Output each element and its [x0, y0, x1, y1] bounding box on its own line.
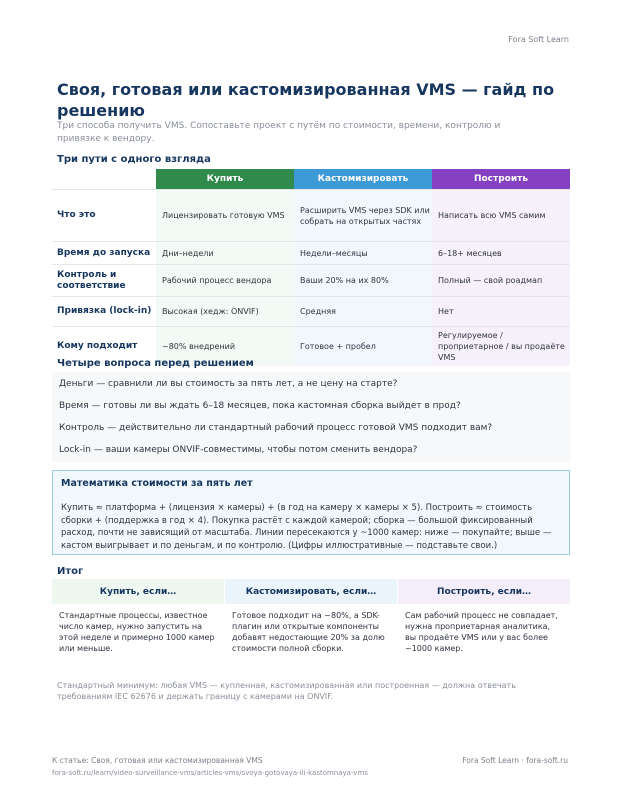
footnote: Стандартный минимум: любая VMS — купленная, кастомизированная или построенная — должна отвечать требованиям IEC 62676 и держать границу с камерами на ONVIF.	[57, 681, 516, 701]
brand-label: Fora Soft Learn	[508, 35, 569, 44]
row-label: Контроль и соответствие	[57, 269, 126, 291]
footer-brand: Fora Soft Learn · fora-soft.ru	[462, 756, 568, 765]
table-corner-cell	[52, 169, 156, 189]
cell-buy: Высокая (хедж: ONVIF)	[156, 297, 294, 326]
questions-heading: Четыре вопроса перед решением	[57, 358, 254, 369]
column-header-buy: Купить	[156, 169, 294, 189]
row-label: Кому подходит	[57, 341, 138, 351]
cell-build: Полный — свой роадмап	[432, 265, 570, 296]
page-title: Своя, готовая или кастомизированная VMS — гайд по решению	[57, 80, 555, 120]
summary-text: Готовое подходит на ~80%, а SDK-плагин или открытые компоненты добавят недостающие 20% за долю стоимости полной сборки.	[232, 611, 385, 653]
table-row	[52, 189, 570, 241]
cell-build: Написать всю VMS самим	[432, 190, 570, 241]
column-header-customize: Кастомизировать	[294, 169, 432, 189]
cell-build: 6–18+ месяцев	[432, 242, 570, 264]
list-item: Lock-in — ваши камеры ONVIF-совместимы, чтобы потом сменить вендора?	[59, 445, 418, 455]
questions-list	[52, 372, 570, 462]
row-label: Что это	[57, 210, 96, 220]
list-item: Контроль — действительно ли стандартный рабочий процесс готовой VMS подходит вам?	[59, 423, 493, 433]
cell-build: Нет	[432, 297, 570, 326]
list-item: Деньги — сравнили ли вы стоимость за пять лет, а не цену на старте?	[59, 379, 398, 389]
summary-column-build	[398, 579, 570, 673]
summary-title: Купить, если…	[52, 579, 224, 604]
page-subtitle: Три способа получить VMS. Сопоставьте проект с путём по стоимости, времени, контролю и привязке к вендору.	[57, 121, 501, 144]
cost-math-text: Купить ≈ платформа + (лицензия × камеры) + (в год на камеру × камеры × 5). Построить ≈ стоимость сборки + (поддержка в год × 4). Покупка растёт с каждой камерой; сборка — большой фиксированный расход, почти не зависящий от масштаба. Линии пересекаются у ~1000 камер: ниже — покупайте; выше — кастом выигрывает и по деньгам, и по контролю. (Цифры иллюстративные — подставьте свои.)	[61, 503, 552, 551]
summary-title: Построить, если…	[398, 579, 570, 604]
summary-text: Стандартные процессы, известное число камер, нужно запустить на этой неделе и примерно 1000 камер или меньше.	[59, 611, 215, 653]
paths-heading: Три пути с одного взгляда	[57, 154, 211, 165]
cell-customize: Недели–месяцы	[294, 242, 432, 264]
table-row	[52, 241, 570, 264]
list-item: Время — готовы ли вы ждать 6–18 месяцев, пока кастомная сборка выйдет в прод?	[59, 401, 461, 411]
cell-buy: ~80% внедрений	[156, 327, 294, 366]
cell-customize: Средняя	[294, 297, 432, 326]
cost-math-box	[52, 470, 570, 555]
row-label: Привязка (lock-in)	[57, 306, 152, 316]
footer-url[interactable]: fora-soft.ru/learn/video-surveillance-vms/articles-vms/svoya-gotovaya-ili-kastomnaya-vms	[52, 769, 368, 777]
summary-text: Сам рабочий процесс не совпадает, нужна проприетарная аналитика, вы продаёте VMS или у вас более ~1000 камер.	[405, 611, 558, 653]
cell-customize: Готовое + пробел	[294, 327, 432, 366]
comparison-table	[52, 169, 570, 366]
cell-buy: Дни–недели	[156, 242, 294, 264]
summary-column-buy	[52, 579, 224, 673]
table-row	[52, 264, 570, 296]
row-label: Время до запуска	[57, 247, 151, 258]
column-header-build: Построить	[432, 169, 570, 189]
cell-customize: Расширить VMS через SDK или собрать на открытых частях	[294, 190, 432, 241]
table-header-row	[52, 169, 570, 189]
cell-buy: Лицензировать готовую VMS	[156, 190, 294, 241]
cost-math-heading: Математика стоимости за пять лет	[61, 478, 253, 489]
summary-heading: Итог	[57, 566, 84, 577]
summary-column-customize	[225, 579, 397, 673]
cell-customize: Ваши 20% на их 80%	[294, 265, 432, 296]
summary-title: Кастомизировать, если…	[225, 579, 397, 604]
footer-article-link[interactable]: К статье: Своя, готовая или кастомизированная VMS	[52, 756, 263, 765]
cell-build: Регулируемое / проприетарное / вы продаёте VMS	[432, 327, 570, 366]
table-row	[52, 296, 570, 326]
summary-grid	[52, 579, 570, 673]
cell-buy: Рабочий процесс вендора	[156, 265, 294, 296]
